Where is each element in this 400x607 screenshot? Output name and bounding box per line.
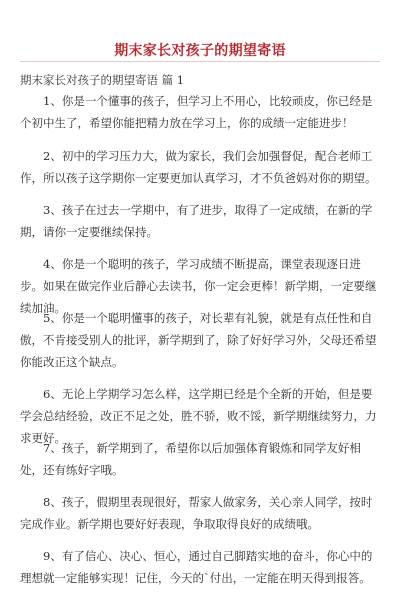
wish-paragraph-7: 7、孩子，新学期到了，希望你以后加强体育锻炼和同学友好相处，还有练好字哦。 (20, 441, 361, 477)
wish-paragraph-6: 6、无论上学期学习怎么样，这学期已经是个全新的开始，但是要学会总结经验，改正不足之处，胜不骄，败不馁，新学期继续努力，力求更好。 (20, 387, 377, 445)
document-title: 期末家长对孩子的期望寄语 (114, 43, 286, 59)
wish-paragraph-3: 3、孩子在过去一学期中，有了进步，取得了一定成绩，在新的学期，请你一定要继续保持。 (20, 203, 373, 239)
title-divider (20, 61, 380, 62)
wish-paragraph-2: 2、初中的学习压力大，做为家长，我们会加强督促，配合老师工作，所以孩子这学期你一定要更加认真学习，才不负爸妈对你的期望。 (20, 149, 377, 185)
wish-paragraph-1: 1、你是一个懂事的孩子，但学习上不用心，比较顽皮，你已经是个初中生了，希望你能把精力放在学习上，你的成绩一定能进步！ (20, 94, 373, 130)
section-subheading: 期末家长对孩子的期望寄语 篇 1 (20, 73, 185, 87)
wish-paragraph-9: 9、有了信心、决心、恒心，通过自己脚踏实地的奋斗，你心中的理想就一定能够实现！记住，今天的`付出，一定能在明天得到报答。 (20, 549, 373, 585)
wish-paragraph-5: 5、你是一个聪明懂事的孩子，对长辈有礼貌，就是有点任性和自傲，不肯接受别人的批评，新学期到了，除了好好学习外，父母还希望你能改正这个缺点。 (20, 311, 377, 369)
wish-paragraph-4: 4、你是一个聪明的孩子，学习成绩不断提高，课堂表现逐日进步。如果在做完作业后静心去读书，你一定会更棒！新学期，一定要继续加油。 (20, 257, 377, 315)
wish-paragraph-8: 8、孩子，假期里表现很好，帮家人做家务，关心亲人同学，按时完成作业。新学期也要好好表现，争取取得良好的成绩哦。 (20, 495, 373, 531)
